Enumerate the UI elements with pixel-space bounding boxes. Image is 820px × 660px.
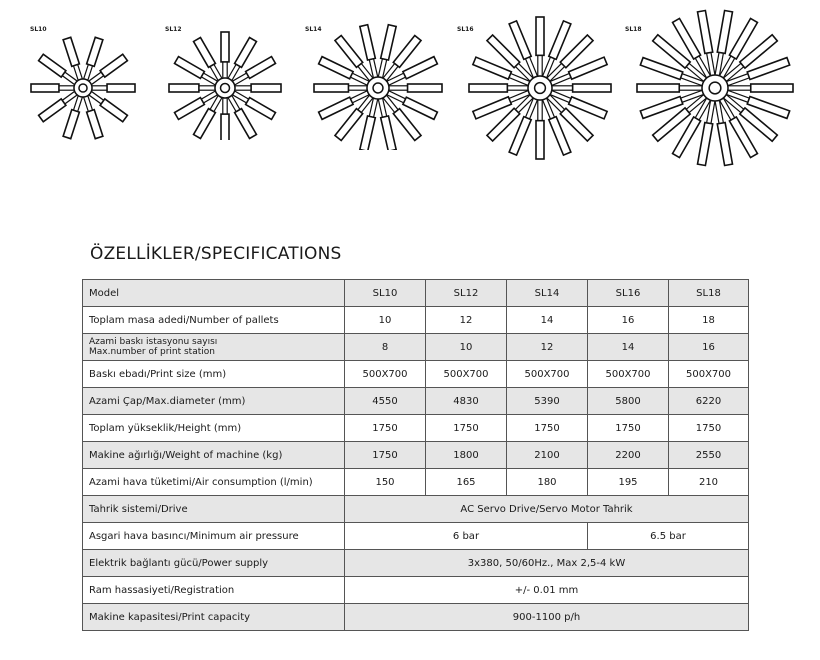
cell: 12	[426, 307, 507, 334]
cell: 195	[588, 469, 669, 496]
header-col: SL10	[345, 280, 426, 307]
diagram-label: SL16	[457, 26, 474, 33]
table-row	[83, 496, 749, 523]
cell: 4830	[426, 388, 507, 415]
hub-center	[221, 84, 230, 93]
row-label: Tahrik sistemi/Drive	[83, 496, 345, 523]
header-col: SL12	[426, 280, 507, 307]
cell: 10	[426, 334, 507, 361]
diagram-sl10	[30, 0, 160, 140]
cell: 1750	[426, 415, 507, 442]
pallet-arm	[536, 17, 544, 76]
diagram-label: SL14	[305, 26, 322, 33]
pallet-arm	[389, 84, 442, 92]
table-row	[83, 604, 749, 631]
cell: 5390	[507, 388, 588, 415]
cell: 10	[345, 307, 426, 334]
diagram-sl14	[305, 0, 450, 150]
cell-span-left: 6 bar	[345, 523, 588, 550]
hub-center	[79, 84, 87, 92]
carousel-diagram-sl18	[625, 0, 800, 170]
diagram-sl18	[625, 0, 800, 170]
row-label: Ram hassasiyeti/Registration	[83, 577, 345, 604]
page-title: ÖZELLİKLER/SPECIFICATIONS	[90, 244, 342, 264]
pallet-arm	[169, 84, 215, 92]
hub-center	[709, 82, 721, 94]
cell: 5800	[588, 388, 669, 415]
hub-center	[535, 83, 546, 94]
cell: 210	[669, 469, 749, 496]
table-row	[83, 334, 749, 361]
cell: 2200	[588, 442, 669, 469]
row-label: Toplam yükseklik/Height (mm)	[83, 415, 345, 442]
cell: 165	[426, 469, 507, 496]
cell: 1750	[507, 415, 588, 442]
row-label: Elektrik bağlantı gücü/Power supply	[83, 550, 345, 577]
cell-span-right: 6.5 bar	[588, 523, 749, 550]
header-col: SL16	[588, 280, 669, 307]
diagram-sl16	[457, 0, 617, 160]
cell: 500X700	[507, 361, 588, 388]
cell: 180	[507, 469, 588, 496]
pallet-arm	[235, 84, 281, 92]
row-label	[83, 334, 345, 361]
carousel-diagram-sl12	[165, 0, 300, 140]
cell: 500X700	[588, 361, 669, 388]
pallet-arm	[637, 84, 702, 92]
pallet-arm	[221, 32, 229, 78]
cell: 500X700	[345, 361, 426, 388]
cell: 8	[345, 334, 426, 361]
header-label: Model	[83, 280, 345, 307]
cell-span: 900-1100 p/h	[345, 604, 749, 631]
table-row	[83, 307, 749, 334]
header-col: SL18	[669, 280, 749, 307]
cell: 2550	[669, 442, 749, 469]
row-label-line2: Max.number of print station	[89, 347, 215, 357]
table-row	[83, 523, 749, 550]
diagram-label: SL18	[625, 26, 642, 33]
carousel-diagram-sl14	[305, 0, 450, 150]
cell: 1750	[345, 442, 426, 469]
carousel-diagram-sl10	[30, 0, 160, 140]
table-row	[83, 361, 749, 388]
row-label: Azami Çap/Max.diameter (mm)	[83, 388, 345, 415]
cell-span: 3x380, 50/60Hz., Max 2,5-4 kW	[345, 550, 749, 577]
cell-span: AC Servo Drive/Servo Motor Tahrik	[345, 496, 749, 523]
table-row	[83, 388, 749, 415]
row-label: Azami hava tüketimi/Air consumption (l/min)	[83, 469, 345, 496]
cell: 4550	[345, 388, 426, 415]
header-col: SL14	[507, 280, 588, 307]
cell: 14	[507, 307, 588, 334]
cell: 18	[669, 307, 749, 334]
diagram-label: SL12	[165, 26, 182, 33]
cell: 2100	[507, 442, 588, 469]
cell: 6220	[669, 388, 749, 415]
cell: 1750	[669, 415, 749, 442]
cell: 14	[588, 334, 669, 361]
pallet-arm	[552, 84, 611, 92]
cell-span: +/- 0.01 mm	[345, 577, 749, 604]
table-row	[83, 442, 749, 469]
cell: 150	[345, 469, 426, 496]
pallet-arm	[221, 98, 229, 140]
row-label: Makine kapasitesi/Print capacity	[83, 604, 345, 631]
diagram-sl12	[165, 0, 300, 140]
diagram-label: SL10	[30, 26, 47, 33]
pallet-arm	[728, 84, 793, 92]
cell: 1750	[588, 415, 669, 442]
row-label: Toplam masa adedi/Number of pallets	[83, 307, 345, 334]
specifications-table	[82, 279, 749, 631]
pallet-arm	[314, 84, 367, 92]
cell: 1800	[426, 442, 507, 469]
cell: 16	[669, 334, 749, 361]
table-header-row	[83, 280, 749, 307]
row-label: Asgari hava basıncı/Minimum air pressure	[83, 523, 345, 550]
hub-center	[373, 83, 383, 93]
pallet-arm	[469, 84, 528, 92]
table-row	[83, 550, 749, 577]
row-label: Baskı ebadı/Print size (mm)	[83, 361, 345, 388]
table-row	[83, 415, 749, 442]
cell: 500X700	[669, 361, 749, 388]
table-row	[83, 469, 749, 496]
pallet-arm	[31, 84, 74, 92]
cell: 1750	[345, 415, 426, 442]
carousel-diagram-sl16	[457, 0, 617, 160]
cell: 16	[588, 307, 669, 334]
pallet-arm	[92, 84, 135, 92]
row-label-line1: Azami baskı istasyonu sayısı	[89, 337, 218, 347]
pallet-arm	[536, 100, 544, 159]
cell: 500X700	[426, 361, 507, 388]
table-row	[83, 577, 749, 604]
cell: 12	[507, 334, 588, 361]
row-label: Makine ağırlığı/Weight of machine (kg)	[83, 442, 345, 469]
